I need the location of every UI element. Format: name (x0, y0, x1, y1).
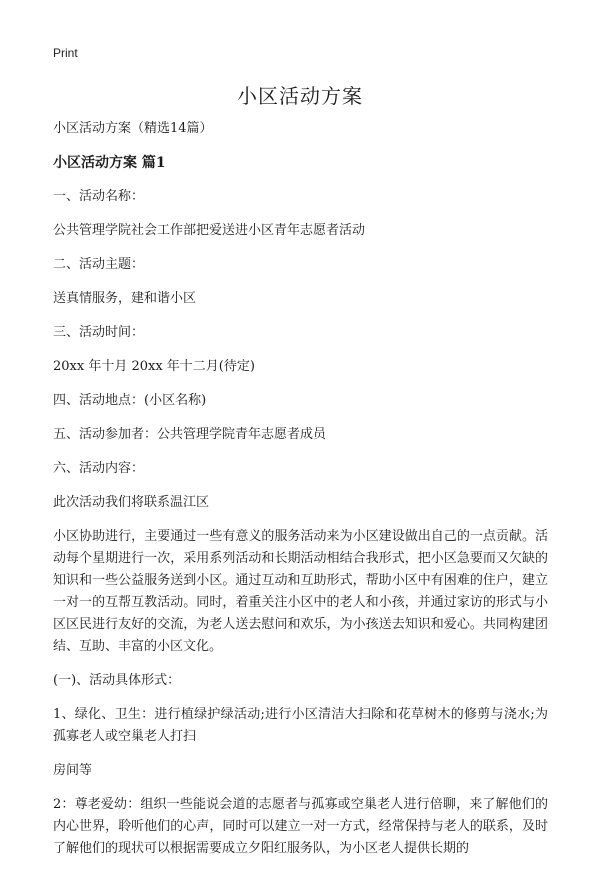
paragraph: 此次活动我们将联系温江区 (53, 495, 210, 510)
document-title: 小区活动方案 (237, 84, 363, 108)
section-heading: 小区活动方案 篇1 (53, 155, 166, 171)
paragraph: 小区协助进行，主要通过一些有意义的服务活动来为小区建设做出自己的一点贡献。活动每个星期进行一次，采用系列活动和长期活动相结合我形式，把小区急要而又欠缺的知识和一些公益服务送到小区。通过互动和互助形式，帮助小区中有困难的住户，建立一对一的互帮互教活动。同时，着重关注小区中的老人和小孩，并通过家访的形式与小区区民进行友好的交流，为老人送去慰问和欢乐，为小孩送去知识和爱心。共同构建团结、互助、丰富的小区文化。 (53, 529, 548, 654)
paragraph: 房间等 (53, 763, 93, 778)
paragraph: 1、绿化、卫生：进行植绿护绿活动;进行小区清洁大扫除和花草树木的修剪与浇水;为孤寡老人或空巢老人打扫 (53, 707, 548, 744)
paragraph: 六、活动内容： (53, 461, 145, 476)
paragraph: (一)、活动具体形式： (53, 673, 181, 688)
paragraph: 公共管理学院社会工作部把爱送进小区青年志愿者活动 (53, 223, 366, 238)
paragraph: 四、活动地点：(小区名称) (53, 393, 207, 408)
paragraph: 20xx 年十月 20xx 年十二月(待定) (53, 359, 255, 374)
paragraph: 三、活动时间： (53, 325, 145, 340)
paragraph: 送真情服务，建和谐小区 (53, 291, 197, 306)
paragraph: 一、活动名称： (53, 189, 145, 204)
paragraph: 小区活动方案（精选14篇） (53, 121, 213, 136)
print-label: Print (53, 46, 78, 60)
document-body (53, 118, 548, 872)
paragraph: 五、活动参加者：公共管理学院青年志愿者成员 (53, 427, 327, 442)
paragraph: 2：尊老爱幼：组织一些能说会道的志愿者与孤寡或空巢老人进行倍聊，来了解他们的内心世界，聆听他们的心声，同时可以建立一对一方式，经常保持与老人的联系，及时了解他们的现状可以根据需要成立夕阳红服务队，为小区老人提供长期的 (53, 797, 548, 856)
paragraph: 二、活动主题： (53, 257, 145, 272)
